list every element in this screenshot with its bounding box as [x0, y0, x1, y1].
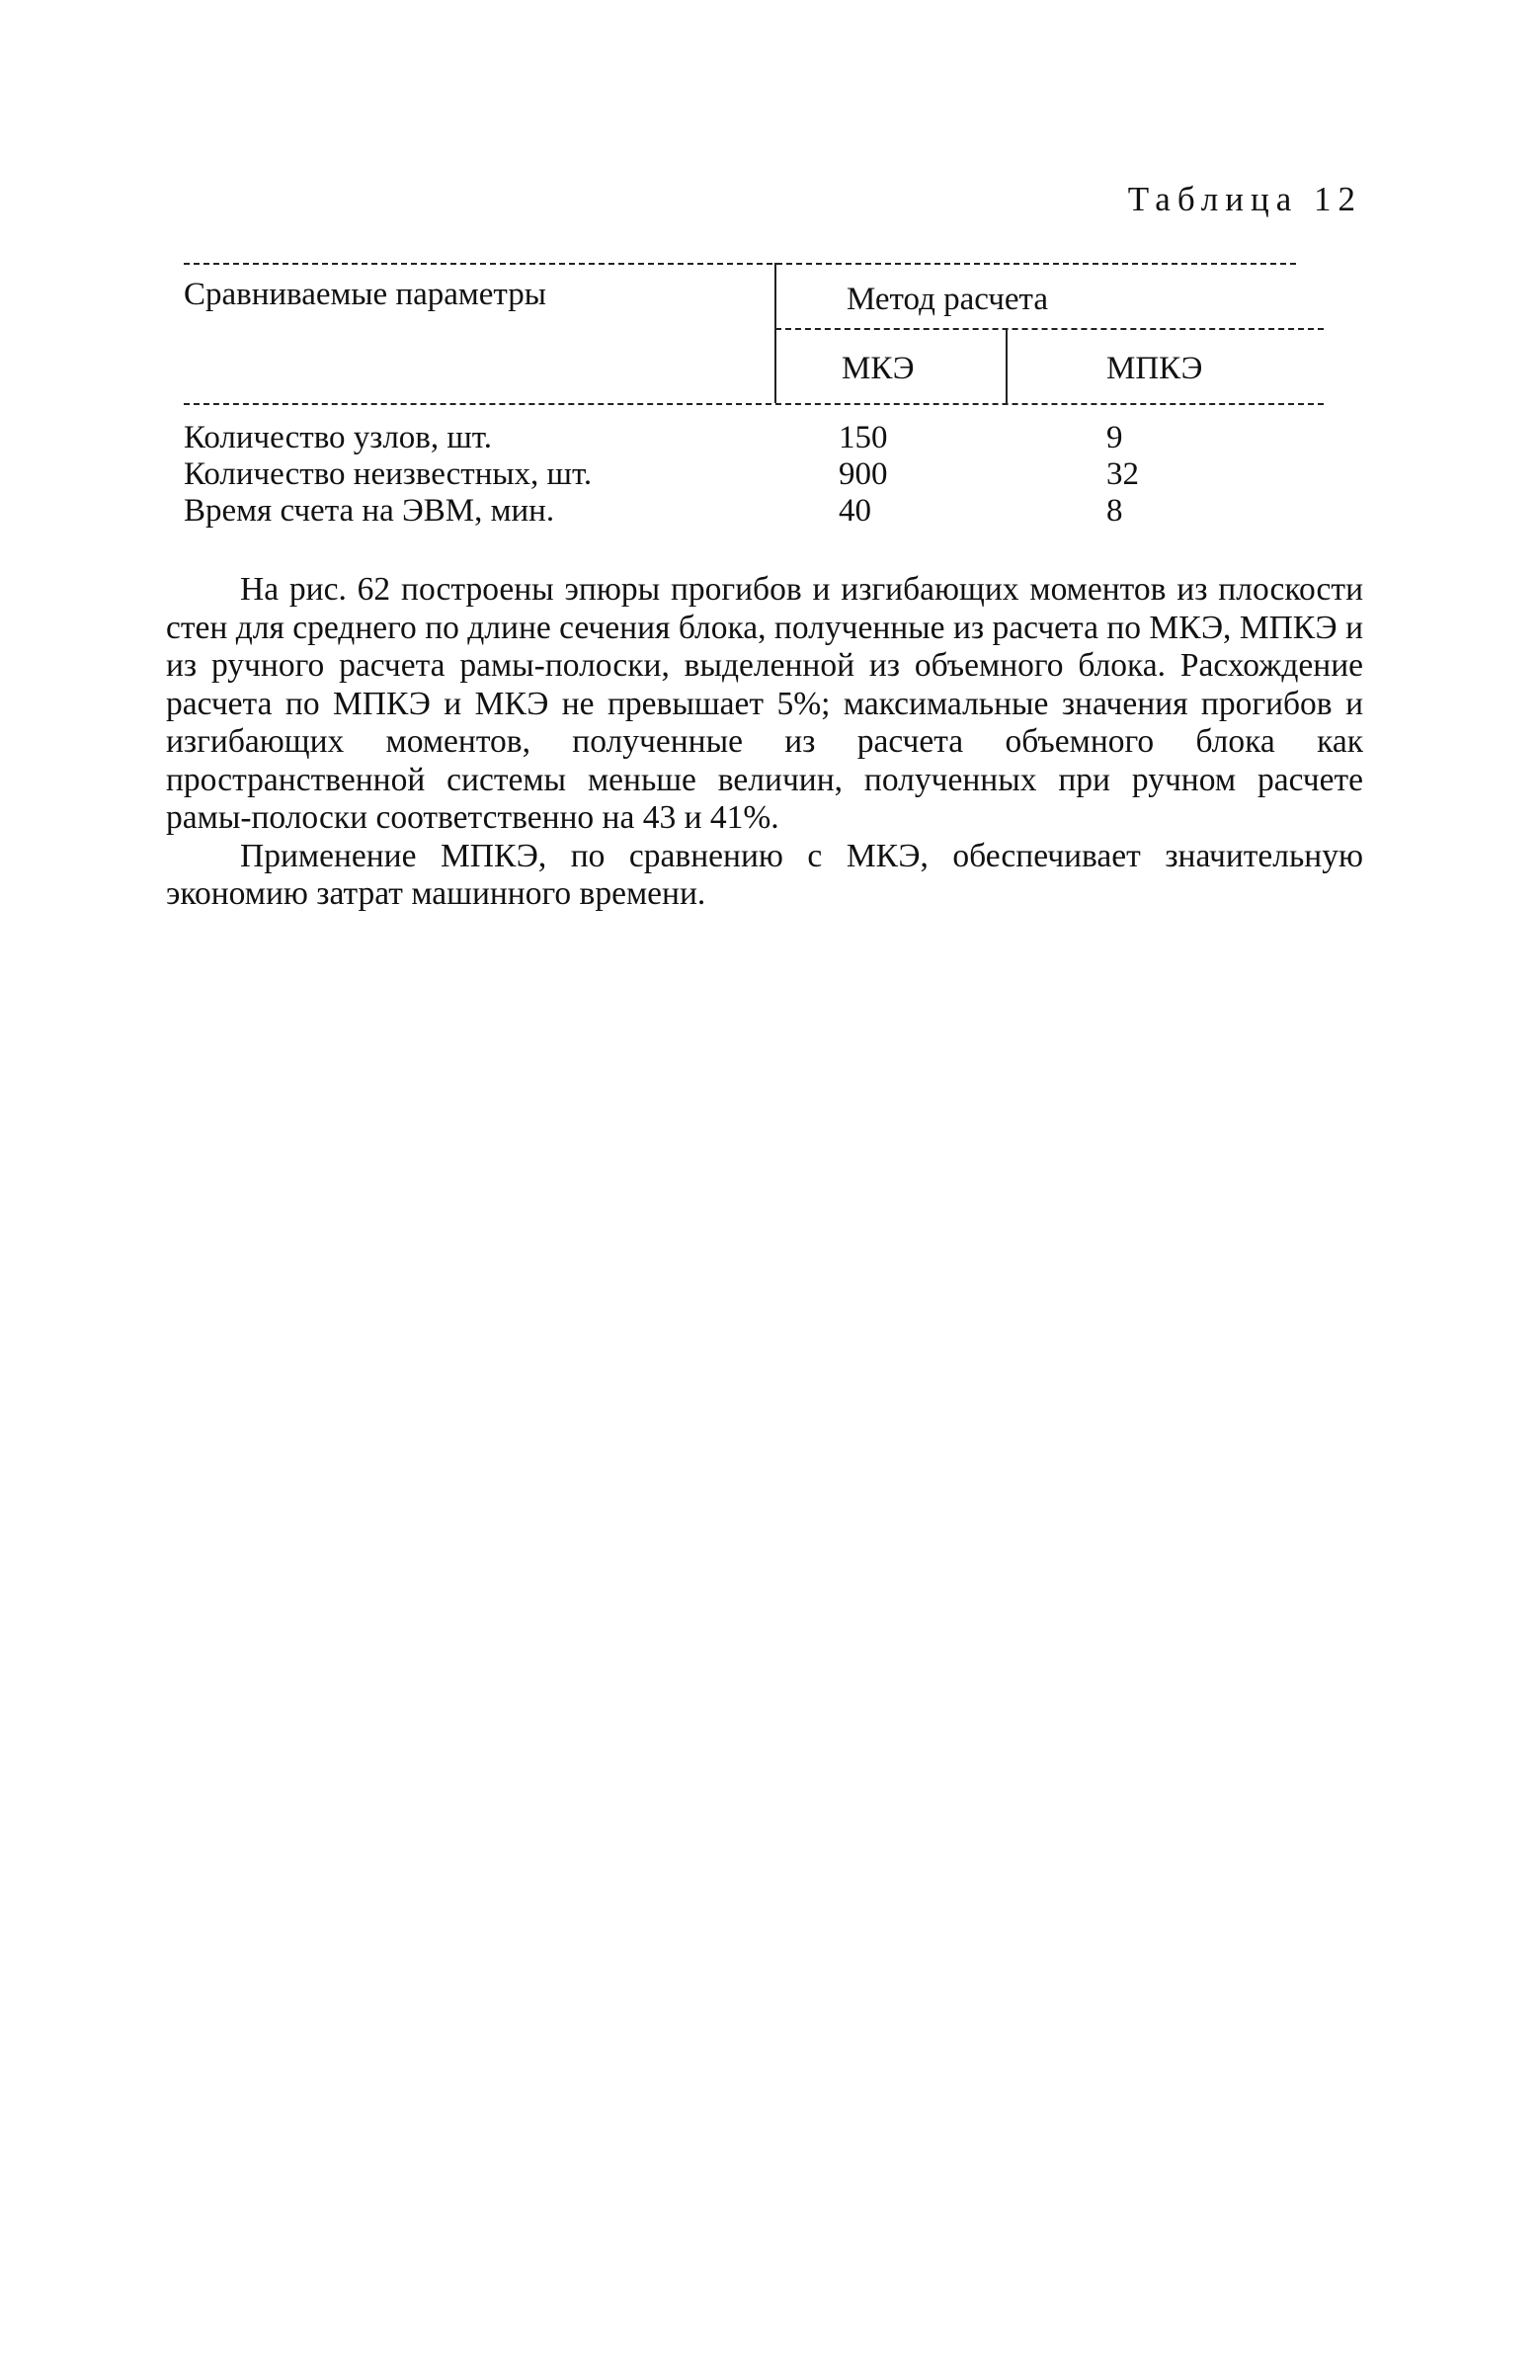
header-method-mke: МКЭ [842, 351, 915, 386]
header-param-column: Сравниваемые параметры [184, 277, 546, 312]
row-3-mke: 40 [839, 493, 871, 529]
row-2-mpke: 32 [1106, 456, 1139, 492]
method-group-rule [775, 328, 1324, 330]
param-column-divider [774, 263, 776, 403]
paragraph: На рис. 62 построены эпюры прогибов и изгибающих моментов из плоскости стен для среднего по длине сечения блока, полученные из расчета по МКЭ, МПКЭ и из ручного расчета рамы-полоски, выделенной из объемного блока. Расхождение расчета по МПКЭ и МКЭ не превышает 5%; максимальные значения прогибов и изгибающих моментов, полученные из расчета объемного блока как пространственной системы меньше величин, полученных при ручном расчете рамы-полоски соответственно на 43 и 41%. [166, 571, 1363, 836]
row-1-mpke: 9 [1106, 420, 1123, 455]
method-column-divider [1006, 328, 1008, 403]
row-1-mke: 150 [839, 420, 888, 455]
row-3-param: Время счета на ЭВМ, мин. [184, 493, 555, 529]
row-3-mpke: 8 [1106, 493, 1123, 529]
row-1-param: Количество узлов, шт. [184, 420, 492, 455]
header-method-mpke: МПКЭ [1106, 351, 1203, 386]
header-method-group: Метод расчета [847, 282, 1048, 317]
table-top-rule [184, 263, 1296, 265]
row-2-param: Количество неизвестных, шт. [184, 456, 593, 492]
body-text [166, 571, 1363, 914]
table-header-bottom-rule [184, 403, 1324, 405]
paragraph: Применение МПКЭ, по сравнению с МКЭ, обеспечивает значительную экономию затрат машинного времени. [166, 837, 1363, 912]
table-caption: Таблица 12 [1127, 180, 1362, 218]
row-2-mke: 900 [839, 456, 888, 492]
